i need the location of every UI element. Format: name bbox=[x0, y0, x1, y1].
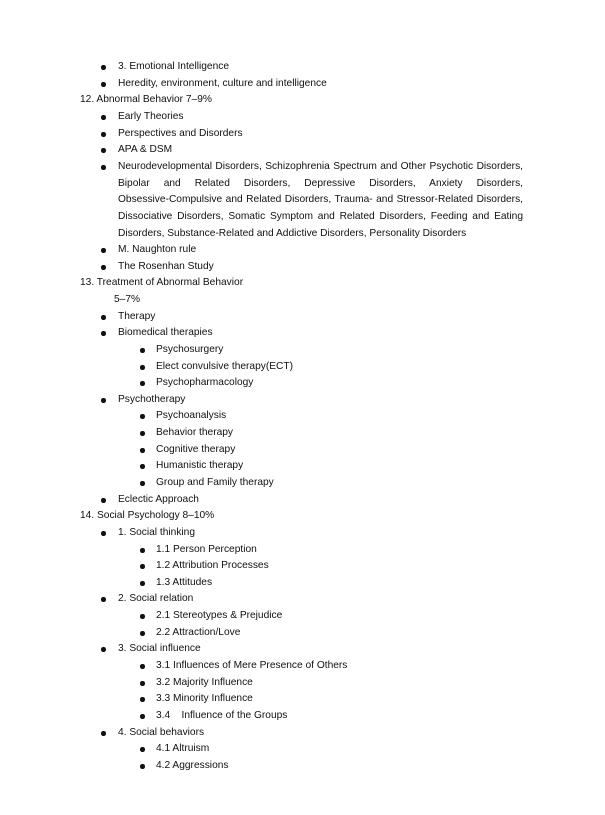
sub-list-item: Elect convulsive therapy(ECT) bbox=[0, 359, 605, 376]
bullet-icon bbox=[140, 664, 145, 669]
sub-list-item: 3.4 Influence of the Groups bbox=[0, 708, 605, 725]
bullet-icon bbox=[101, 82, 106, 87]
bullet-icon bbox=[140, 764, 145, 769]
section-heading: 13. Treatment of Abnormal Behavior bbox=[80, 277, 244, 288]
sub-list-item: 4.1 Altruism bbox=[0, 741, 605, 758]
sub-list-item: 2.1 Stereotypes & Prejudice bbox=[0, 608, 605, 625]
bullet-icon bbox=[101, 731, 106, 736]
sub-list-item: Psychopharmacology bbox=[0, 375, 605, 392]
list-item: Perspectives and Disorders bbox=[0, 126, 605, 143]
list-item: Early Theories bbox=[0, 109, 605, 126]
bullet-icon bbox=[101, 248, 106, 253]
sub-list-item: Psychoanalysis bbox=[0, 408, 605, 425]
sub-list-item: 1.2 Attribution Processes bbox=[0, 558, 605, 575]
list-item: M. Naughton rule bbox=[0, 242, 605, 259]
sub-list-item: 3.2 Majority Influence bbox=[0, 675, 605, 692]
bullet-icon bbox=[140, 464, 145, 469]
list-item: Heredity, environment, culture and intelligence bbox=[0, 76, 605, 93]
list-item: 4. Social behaviors bbox=[0, 725, 605, 742]
list-item: APA & DSM bbox=[0, 142, 605, 159]
bullet-icon bbox=[101, 647, 106, 652]
bullet-icon bbox=[140, 414, 145, 419]
section-heading: 14. Social Psychology 8–10% bbox=[80, 510, 215, 521]
list-item: Biomedical therapies bbox=[0, 325, 605, 342]
bullet-icon bbox=[140, 365, 145, 370]
section-weight: 5–7% bbox=[114, 294, 141, 305]
bullet-icon bbox=[101, 315, 106, 320]
sub-list-item: 2.2 Attraction/Love bbox=[0, 625, 605, 642]
bullet-icon bbox=[140, 431, 145, 436]
bullet-icon bbox=[140, 481, 145, 486]
bullet-icon bbox=[140, 631, 145, 636]
list-item-disorders: Neurodevelopmental Disorders, Schizophrenia Spectrum and Other Psychotic Disorders, Bipolar and Related Disorders, Depressive Disorders, Anxiety Disorders, Obsessive-Compulsive and Related Disorders, Trauma- and Stressor-Related Disorders, Dissociative Disorders, Somatic Symptom and Related Disorders, Feeding and Eating Disorders, Substance-Related and Addictive Disorders, Personality Disorders bbox=[118, 161, 523, 239]
list-item: 3. Social influence bbox=[0, 641, 605, 658]
bullet-icon bbox=[101, 65, 106, 70]
list-item: Eclectic Approach bbox=[0, 492, 605, 509]
bullet-icon bbox=[101, 165, 106, 170]
bullet-icon bbox=[101, 132, 106, 137]
sub-list-item: Group and Family therapy bbox=[0, 475, 605, 492]
bullet-icon bbox=[140, 697, 145, 702]
bullet-icon bbox=[101, 398, 106, 403]
list-item: Therapy bbox=[0, 309, 605, 326]
sub-list-item: Cognitive therapy bbox=[0, 442, 605, 459]
bullet-icon bbox=[101, 148, 106, 153]
bullet-icon bbox=[101, 597, 106, 602]
bullet-icon bbox=[140, 448, 145, 453]
section-heading: 12. Abnormal Behavior 7–9% bbox=[80, 94, 212, 105]
list-item: 2. Social relation bbox=[0, 591, 605, 608]
sub-list-item: 1.3 Attitudes bbox=[0, 575, 605, 592]
bullet-icon bbox=[140, 564, 145, 569]
bullet-icon bbox=[101, 531, 106, 536]
sub-list-item: 3.1 Influences of Mere Presence of Others bbox=[0, 658, 605, 675]
bullet-icon bbox=[101, 115, 106, 120]
sub-list-item: Humanistic therapy bbox=[0, 458, 605, 475]
list-item: The Rosenhan Study bbox=[0, 259, 605, 276]
sub-list-item: Psychosurgery bbox=[0, 342, 605, 359]
bullet-icon bbox=[140, 581, 145, 586]
bullet-icon bbox=[140, 681, 145, 686]
bullet-icon bbox=[140, 548, 145, 553]
bullet-icon bbox=[101, 498, 106, 503]
bullet-icon bbox=[140, 348, 145, 353]
sub-list-item: 3.3 Minority Influence bbox=[0, 691, 605, 708]
bullet-icon bbox=[140, 714, 145, 719]
bullet-icon bbox=[140, 381, 145, 386]
bullet-icon bbox=[101, 265, 106, 270]
bullet-icon bbox=[140, 614, 145, 619]
list-item: 3. Emotional Intelligence bbox=[0, 59, 605, 76]
sub-list-item: 4.2 Aggressions bbox=[0, 758, 605, 775]
bullet-icon bbox=[140, 747, 145, 752]
list-item: 1. Social thinking bbox=[0, 525, 605, 542]
list-item: Psychotherapy bbox=[0, 392, 605, 409]
sub-list-item: Behavior therapy bbox=[0, 425, 605, 442]
sub-list-item: 1.1 Person Perception bbox=[0, 542, 605, 559]
bullet-icon bbox=[101, 331, 106, 336]
